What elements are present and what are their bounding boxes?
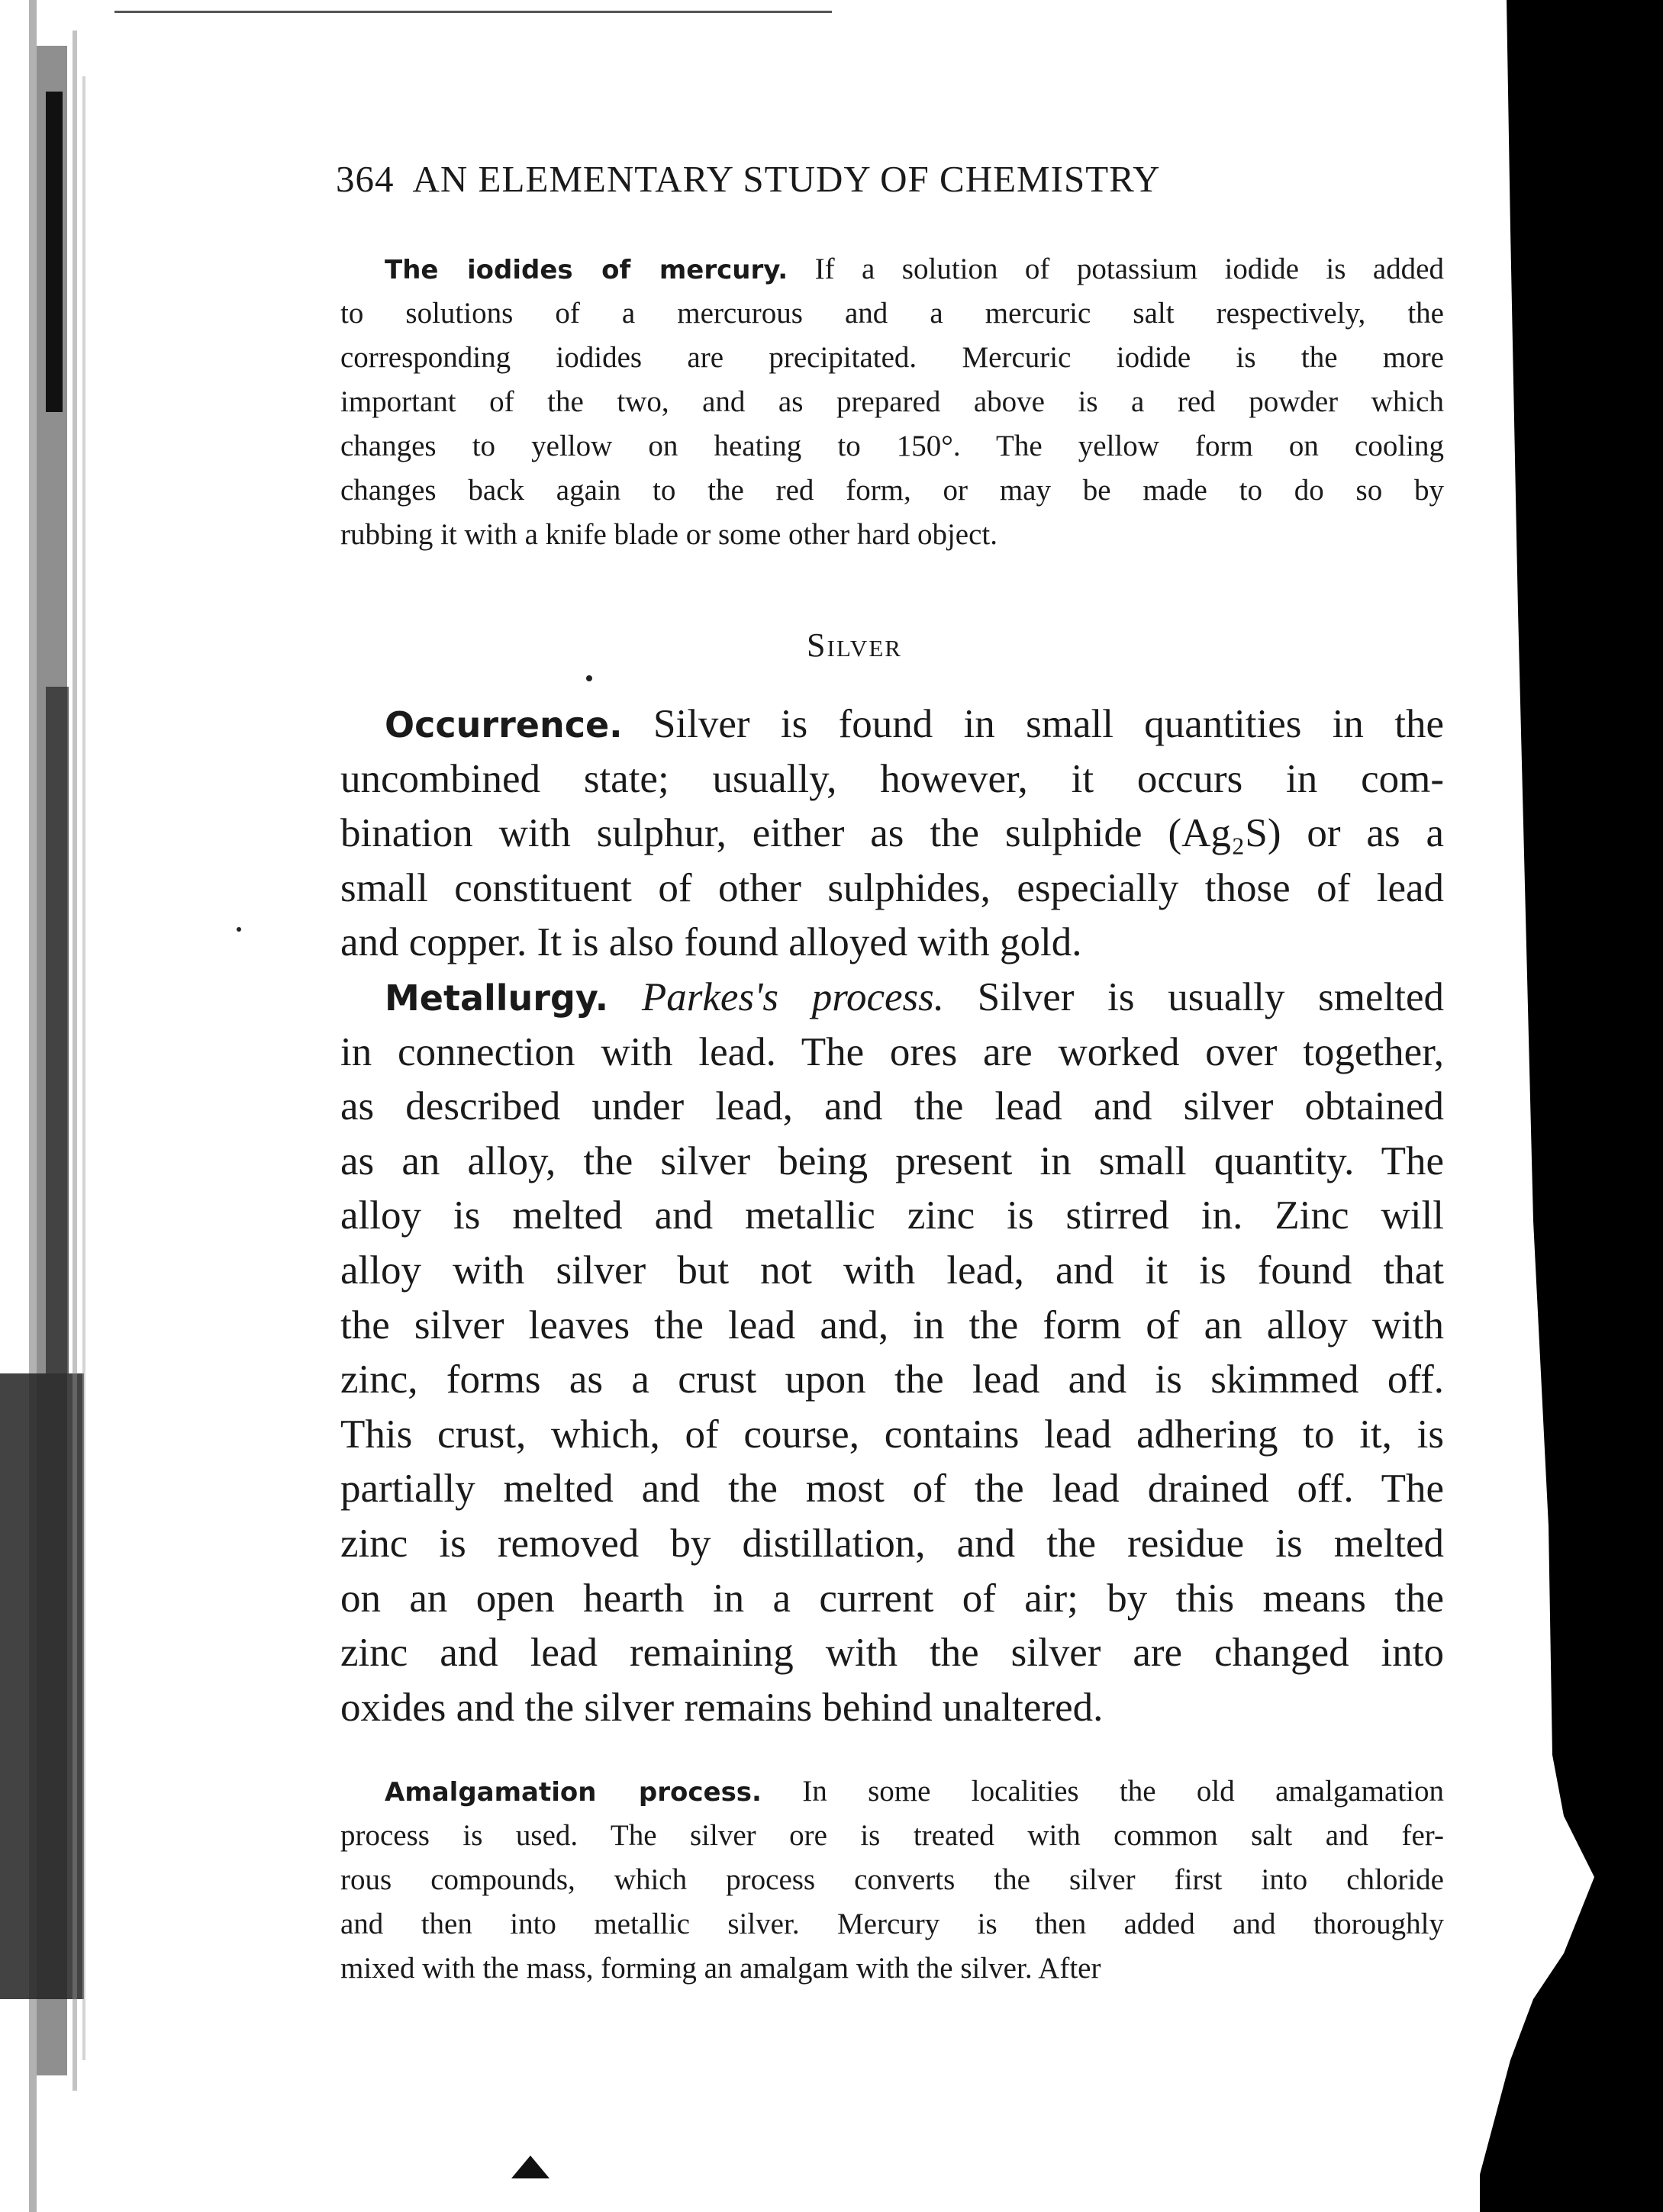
text-line <box>340 424 1444 468</box>
text-line <box>340 1353 1444 1408</box>
text-line <box>340 1902 1444 1946</box>
text-line <box>340 916 1444 971</box>
line-text: as described under lead, and the lead and silver obtained <box>340 1084 1444 1129</box>
line-text: oxides and the silver remains behind unaltered. <box>340 1685 1104 1730</box>
line-text: mixed with the mass, forming an amalgam with the silver. After <box>340 1952 1101 1985</box>
line-text: important of the two, and as prepared above is a red powder which <box>340 385 1444 418</box>
line-text: corresponding iodides are precipitated. Mercuric iodide is the more <box>340 341 1444 374</box>
page-number: 364 <box>336 158 395 200</box>
text-line <box>340 336 1444 380</box>
line-text: alloy with silver but not with lead, and it is found that <box>340 1248 1444 1293</box>
line-text: rous compounds, which process converts the silver first into chloride <box>340 1863 1444 1896</box>
scan-top-line <box>114 11 832 13</box>
scan-left-edge <box>0 0 107 2212</box>
line-text: bination with sulphur, either as the sulphide (Ag₂S) or as a <box>340 811 1444 856</box>
run-in-heading: Metallurgy. <box>385 977 609 1019</box>
line-text: zinc and lead remaining with the silver are changed into <box>340 1631 1444 1676</box>
line-text: In some localities the old amalgamation <box>761 1775 1444 1808</box>
section-title-silver: Silver <box>807 626 902 664</box>
text-line <box>340 247 1444 291</box>
scan-speck <box>237 927 241 932</box>
text-line <box>340 1244 1444 1299</box>
running-header <box>336 157 1328 201</box>
line-text: and then into metallic silver. Mercury is then added and thoroughly <box>340 1908 1444 1940</box>
text-line <box>340 1517 1444 1572</box>
running-title: AN ELEMENTARY STUDY OF CHEMISTRY <box>412 158 1161 200</box>
line-text: and copper. It is also found alloyed with gold. <box>340 920 1082 965</box>
line-text: Silver is usually smelted <box>944 975 1445 1019</box>
line-text: small constituent of other sulphides, especially those of lead <box>340 865 1444 910</box>
text-line <box>340 752 1444 807</box>
line-text: Silver is found in small quantities in the <box>622 702 1444 746</box>
scan-speck <box>586 675 592 681</box>
line-text: partially melted and the most of the lead drained off. The <box>340 1467 1444 1512</box>
text-line <box>340 807 1444 861</box>
line-text: zinc is removed by distillation, and the residue is melted <box>340 1521 1444 1566</box>
text-line <box>340 1189 1444 1244</box>
text-line <box>340 861 1444 916</box>
line-text: rubbing it with a knife blade or some other hard object. <box>340 518 998 551</box>
text-line <box>340 513 1444 557</box>
line-text: uncombined state; usually, however, it occurs in com- <box>340 756 1444 801</box>
run-in-heading: Amalgamation process. <box>385 1777 762 1808</box>
text-line <box>340 380 1444 424</box>
text-line <box>340 1572 1444 1627</box>
text-line <box>340 1946 1444 1991</box>
text-line <box>340 971 1444 1026</box>
text-line <box>340 291 1444 336</box>
text-line <box>340 1626 1444 1681</box>
scan-blot <box>511 2156 549 2178</box>
text-line <box>340 1769 1444 1814</box>
line-text: zinc, forms as a crust upon the lead and is skimmed off. <box>340 1357 1444 1402</box>
paragraph-metallurgy <box>340 971 1444 1735</box>
text-line <box>340 1814 1444 1858</box>
run-in-subheading: Parkes's process. <box>608 975 945 1019</box>
text-line <box>340 1080 1444 1135</box>
text-line <box>340 1135 1444 1190</box>
line-text: in connection with lead. The ores are worked over together, <box>340 1029 1444 1074</box>
line-text: process is used. The silver ore is treated with common salt and fer- <box>340 1819 1444 1852</box>
line-text: the silver leaves the lead and, in the form of an alloy with <box>340 1302 1444 1347</box>
run-in-heading: Occurrence. <box>385 704 623 745</box>
text-line <box>340 1026 1444 1080</box>
line-text: to solutions of a mercurous and a mercuric salt respectively, the <box>340 297 1444 330</box>
paragraph-amalgamation-process <box>340 1769 1444 1991</box>
line-text: changes back again to the red form, or may be made to do so by <box>340 474 1444 507</box>
text-line <box>340 697 1444 752</box>
text-line <box>340 1858 1444 1902</box>
text-line <box>340 1681 1444 1736</box>
text-line <box>340 1408 1444 1463</box>
line-text: alloy is melted and metallic zinc is stirred in. Zinc will <box>340 1193 1444 1238</box>
line-text: on an open hearth in a current of air; by this means the <box>340 1576 1444 1621</box>
scan-right-edge <box>1480 0 1663 2212</box>
run-in-heading: The iodides of mercury. <box>385 255 788 285</box>
line-text: as an alloy, the silver being present in small quantity. The <box>340 1138 1444 1183</box>
line-text: If a solution of potassium iodide is added <box>788 253 1444 285</box>
paragraph-iodides-of-mercury <box>340 247 1444 557</box>
text-line <box>340 1299 1444 1354</box>
paragraph-occurrence <box>340 697 1444 971</box>
line-text: changes to yellow on heating to 150°. The yellow form on cooling <box>340 430 1444 462</box>
line-text: This crust, which, of course, contains lead adhering to it, is <box>340 1412 1444 1457</box>
text-line <box>340 468 1444 513</box>
text-line <box>340 1462 1444 1517</box>
